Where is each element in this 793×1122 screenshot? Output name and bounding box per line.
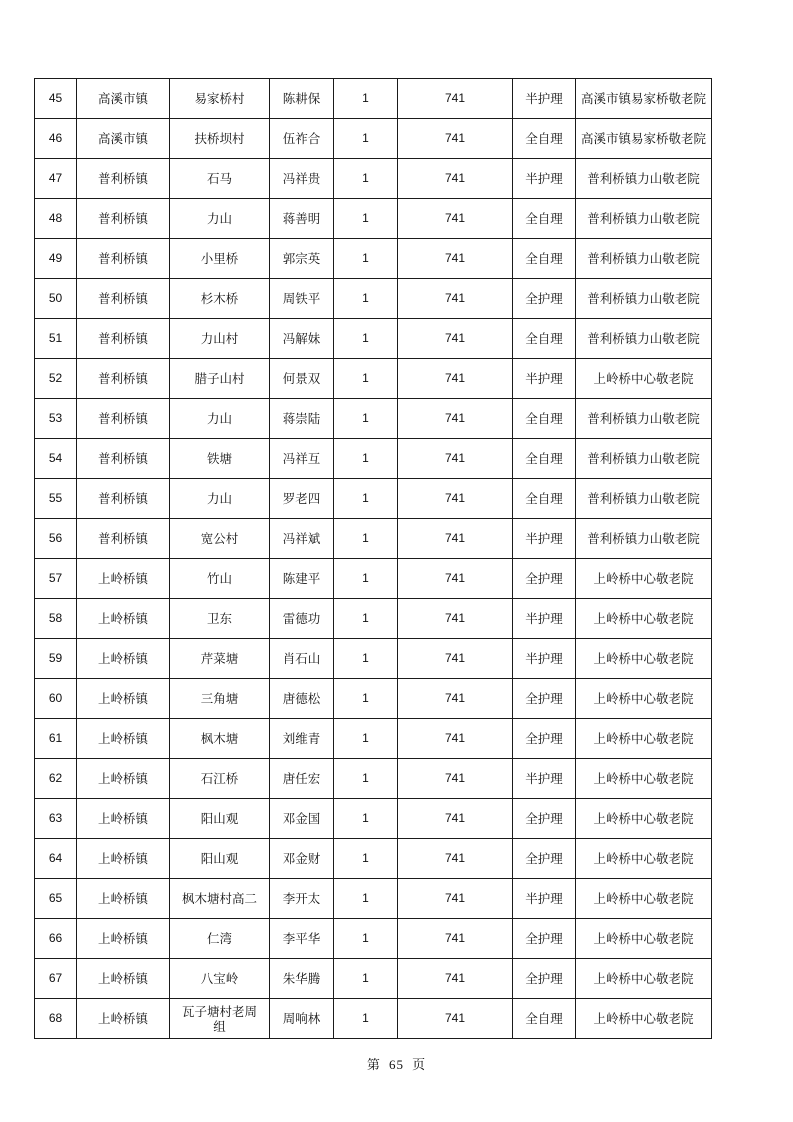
cell-count: 1 [334, 799, 398, 839]
cell-amount: 741 [398, 479, 513, 519]
records-table [34, 78, 712, 1039]
cell-amount: 741 [398, 319, 513, 359]
cell-amount: 741 [398, 919, 513, 959]
cell-count: 1 [334, 119, 398, 159]
cell-serial-number: 56 [35, 519, 77, 559]
cell-town: 上岭桥镇 [77, 959, 170, 999]
cell-person-name: 伍祚合 [270, 119, 334, 159]
cell-count: 1 [334, 239, 398, 279]
cell-serial-number: 63 [35, 799, 77, 839]
cell-town: 高溪市镇 [77, 79, 170, 119]
table-row [35, 799, 712, 839]
cell-town: 普利桥镇 [77, 519, 170, 559]
cell-count: 1 [334, 959, 398, 999]
cell-person-name: 冯解妹 [270, 319, 334, 359]
cell-nursing-home: 普利桥镇力山敬老院 [576, 399, 712, 439]
cell-amount: 741 [398, 719, 513, 759]
cell-nursing-home: 上岭桥中心敬老院 [576, 639, 712, 679]
cell-care-level: 半护理 [513, 159, 576, 199]
cell-amount: 741 [398, 879, 513, 919]
table-row [35, 319, 712, 359]
cell-village: 三角塘 [170, 679, 270, 719]
cell-count: 1 [334, 679, 398, 719]
cell-count: 1 [334, 639, 398, 679]
cell-count: 1 [334, 79, 398, 119]
cell-village: 腊子山村 [170, 359, 270, 399]
cell-nursing-home: 上岭桥中心敬老院 [576, 839, 712, 879]
cell-serial-number: 66 [35, 919, 77, 959]
cell-count: 1 [334, 759, 398, 799]
cell-town: 上岭桥镇 [77, 679, 170, 719]
table-row [35, 439, 712, 479]
cell-town: 高溪市镇 [77, 119, 170, 159]
cell-care-level: 全护理 [513, 799, 576, 839]
cell-village: 枫木塘村高二 [170, 879, 270, 919]
cell-count: 1 [334, 359, 398, 399]
cell-count: 1 [334, 999, 398, 1039]
cell-nursing-home: 高溪市镇易家桥敬老院 [576, 79, 712, 119]
cell-amount: 741 [398, 519, 513, 559]
cell-person-name: 蒋善明 [270, 199, 334, 239]
table-row [35, 199, 712, 239]
cell-person-name: 雷德功 [270, 599, 334, 639]
cell-village: 力山村 [170, 319, 270, 359]
cell-village: 铁塘 [170, 439, 270, 479]
cell-nursing-home: 上岭桥中心敬老院 [576, 679, 712, 719]
cell-person-name: 冯祥互 [270, 439, 334, 479]
cell-person-name: 肖石山 [270, 639, 334, 679]
cell-nursing-home: 上岭桥中心敬老院 [576, 999, 712, 1039]
cell-serial-number: 46 [35, 119, 77, 159]
cell-village: 枫木塘 [170, 719, 270, 759]
cell-village: 石江桥 [170, 759, 270, 799]
cell-count: 1 [334, 719, 398, 759]
cell-amount: 741 [398, 999, 513, 1039]
table-row [35, 399, 712, 439]
cell-village: 石马 [170, 159, 270, 199]
cell-village: 易家桥村 [170, 79, 270, 119]
cell-serial-number: 51 [35, 319, 77, 359]
cell-count: 1 [334, 559, 398, 599]
cell-amount: 741 [398, 559, 513, 599]
cell-person-name: 周响林 [270, 999, 334, 1039]
cell-person-name: 唐任宏 [270, 759, 334, 799]
cell-count: 1 [334, 319, 398, 359]
cell-serial-number: 58 [35, 599, 77, 639]
cell-count: 1 [334, 399, 398, 439]
cell-person-name: 周铁平 [270, 279, 334, 319]
cell-care-level: 全护理 [513, 919, 576, 959]
cell-care-level: 全护理 [513, 679, 576, 719]
cell-village: 芹菜塘 [170, 639, 270, 679]
cell-nursing-home: 普利桥镇力山敬老院 [576, 159, 712, 199]
cell-count: 1 [334, 519, 398, 559]
cell-village: 竹山 [170, 559, 270, 599]
cell-serial-number: 47 [35, 159, 77, 199]
cell-care-level: 全自理 [513, 119, 576, 159]
cell-town: 上岭桥镇 [77, 839, 170, 879]
cell-village: 力山 [170, 399, 270, 439]
cell-nursing-home: 上岭桥中心敬老院 [576, 599, 712, 639]
table-row [35, 79, 712, 119]
cell-village: 力山 [170, 479, 270, 519]
table-row [35, 999, 712, 1039]
cell-amount: 741 [398, 119, 513, 159]
cell-care-level: 全自理 [513, 239, 576, 279]
cell-village: 扶桥坝村 [170, 119, 270, 159]
cell-village: 阳山观 [170, 839, 270, 879]
cell-count: 1 [334, 879, 398, 919]
cell-village: 瓦子塘村老周组 [170, 999, 270, 1039]
cell-count: 1 [334, 479, 398, 519]
cell-count: 1 [334, 839, 398, 879]
cell-care-level: 半护理 [513, 599, 576, 639]
cell-care-level: 半护理 [513, 879, 576, 919]
cell-amount: 741 [398, 399, 513, 439]
cell-care-level: 全护理 [513, 959, 576, 999]
cell-person-name: 何景双 [270, 359, 334, 399]
cell-count: 1 [334, 279, 398, 319]
cell-amount: 741 [398, 239, 513, 279]
cell-person-name: 邓金财 [270, 839, 334, 879]
cell-care-level: 全自理 [513, 319, 576, 359]
cell-amount: 741 [398, 279, 513, 319]
cell-serial-number: 50 [35, 279, 77, 319]
cell-care-level: 全自理 [513, 999, 576, 1039]
cell-care-level: 半护理 [513, 519, 576, 559]
cell-person-name: 朱华腾 [270, 959, 334, 999]
cell-town: 上岭桥镇 [77, 999, 170, 1039]
cell-town: 上岭桥镇 [77, 759, 170, 799]
cell-care-level: 半护理 [513, 759, 576, 799]
cell-count: 1 [334, 199, 398, 239]
table-row [35, 959, 712, 999]
cell-town: 普利桥镇 [77, 479, 170, 519]
cell-town: 普利桥镇 [77, 399, 170, 439]
cell-town: 上岭桥镇 [77, 559, 170, 599]
cell-serial-number: 55 [35, 479, 77, 519]
table-row [35, 599, 712, 639]
cell-amount: 741 [398, 679, 513, 719]
cell-amount: 741 [398, 359, 513, 399]
cell-nursing-home: 上岭桥中心敬老院 [576, 359, 712, 399]
cell-town: 上岭桥镇 [77, 919, 170, 959]
cell-town: 上岭桥镇 [77, 599, 170, 639]
cell-care-level: 全护理 [513, 839, 576, 879]
cell-nursing-home: 上岭桥中心敬老院 [576, 799, 712, 839]
cell-care-level: 全自理 [513, 439, 576, 479]
cell-person-name: 陈建平 [270, 559, 334, 599]
cell-nursing-home: 普利桥镇力山敬老院 [576, 239, 712, 279]
table-body [35, 79, 712, 1039]
table-row [35, 559, 712, 599]
cell-care-level: 全护理 [513, 559, 576, 599]
cell-nursing-home: 上岭桥中心敬老院 [576, 879, 712, 919]
table-row [35, 879, 712, 919]
cell-town: 普利桥镇 [77, 319, 170, 359]
cell-person-name: 陈耕保 [270, 79, 334, 119]
page-footer-prefix: 第 [366, 1058, 381, 1073]
cell-village: 卫东 [170, 599, 270, 639]
table-row [35, 119, 712, 159]
cell-village: 宽公村 [170, 519, 270, 559]
cell-village: 力山 [170, 199, 270, 239]
cell-nursing-home: 普利桥镇力山敬老院 [576, 199, 712, 239]
cell-town: 普利桥镇 [77, 159, 170, 199]
cell-nursing-home: 上岭桥中心敬老院 [576, 919, 712, 959]
cell-serial-number: 61 [35, 719, 77, 759]
cell-count: 1 [334, 159, 398, 199]
cell-village: 仁湾 [170, 919, 270, 959]
table-row [35, 919, 712, 959]
cell-nursing-home: 普利桥镇力山敬老院 [576, 439, 712, 479]
cell-village: 杉木桥 [170, 279, 270, 319]
cell-person-name: 刘维青 [270, 719, 334, 759]
cell-care-level: 全护理 [513, 719, 576, 759]
cell-serial-number: 45 [35, 79, 77, 119]
cell-nursing-home: 高溪市镇易家桥敬老院 [576, 119, 712, 159]
cell-amount: 741 [398, 79, 513, 119]
cell-amount: 741 [398, 439, 513, 479]
cell-count: 1 [334, 439, 398, 479]
cell-amount: 741 [398, 599, 513, 639]
cell-serial-number: 62 [35, 759, 77, 799]
cell-serial-number: 48 [35, 199, 77, 239]
cell-person-name: 罗老四 [270, 479, 334, 519]
cell-amount: 741 [398, 159, 513, 199]
cell-town: 普利桥镇 [77, 279, 170, 319]
cell-person-name: 邓金国 [270, 799, 334, 839]
cell-care-level: 全自理 [513, 479, 576, 519]
cell-person-name: 蒋崇陆 [270, 399, 334, 439]
cell-nursing-home: 上岭桥中心敬老院 [576, 559, 712, 599]
cell-town: 普利桥镇 [77, 199, 170, 239]
cell-person-name: 李平华 [270, 919, 334, 959]
cell-serial-number: 68 [35, 999, 77, 1039]
cell-serial-number: 52 [35, 359, 77, 399]
cell-care-level: 全自理 [513, 399, 576, 439]
table-row [35, 839, 712, 879]
cell-town: 上岭桥镇 [77, 639, 170, 679]
cell-serial-number: 67 [35, 959, 77, 999]
cell-person-name: 李开太 [270, 879, 334, 919]
cell-serial-number: 54 [35, 439, 77, 479]
page-number: 65 [389, 1057, 404, 1072]
cell-amount: 741 [398, 959, 513, 999]
cell-amount: 741 [398, 839, 513, 879]
cell-serial-number: 59 [35, 639, 77, 679]
cell-serial-number: 57 [35, 559, 77, 599]
cell-town: 上岭桥镇 [77, 799, 170, 839]
cell-village: 小里桥 [170, 239, 270, 279]
table-row [35, 479, 712, 519]
cell-person-name: 冯祥斌 [270, 519, 334, 559]
cell-town: 普利桥镇 [77, 359, 170, 399]
cell-village: 八宝岭 [170, 959, 270, 999]
table-row [35, 639, 712, 679]
cell-serial-number: 65 [35, 879, 77, 919]
table-row [35, 359, 712, 399]
cell-amount: 741 [398, 199, 513, 239]
cell-care-level: 半护理 [513, 359, 576, 399]
cell-care-level: 全自理 [513, 199, 576, 239]
cell-count: 1 [334, 919, 398, 959]
page-footer-suffix: 页 [412, 1058, 427, 1073]
cell-nursing-home: 普利桥镇力山敬老院 [576, 519, 712, 559]
cell-town: 上岭桥镇 [77, 879, 170, 919]
cell-village: 阳山观 [170, 799, 270, 839]
cell-nursing-home: 上岭桥中心敬老院 [576, 719, 712, 759]
cell-town: 普利桥镇 [77, 439, 170, 479]
table-row [35, 759, 712, 799]
cell-nursing-home: 普利桥镇力山敬老院 [576, 279, 712, 319]
cell-person-name: 郭宗英 [270, 239, 334, 279]
cell-count: 1 [334, 599, 398, 639]
cell-care-level: 半护理 [513, 639, 576, 679]
cell-care-level: 半护理 [513, 79, 576, 119]
cell-care-level: 全护理 [513, 279, 576, 319]
cell-serial-number: 60 [35, 679, 77, 719]
table-row [35, 679, 712, 719]
cell-person-name: 唐德松 [270, 679, 334, 719]
table-row [35, 719, 712, 759]
cell-person-name: 冯祥贵 [270, 159, 334, 199]
cell-nursing-home: 上岭桥中心敬老院 [576, 759, 712, 799]
table-row [35, 519, 712, 559]
table-row [35, 159, 712, 199]
cell-amount: 741 [398, 759, 513, 799]
table-row [35, 239, 712, 279]
cell-serial-number: 49 [35, 239, 77, 279]
cell-amount: 741 [398, 639, 513, 679]
cell-town: 普利桥镇 [77, 239, 170, 279]
page-footer [0, 1054, 793, 1073]
table-row [35, 279, 712, 319]
cell-amount: 741 [398, 799, 513, 839]
cell-nursing-home: 上岭桥中心敬老院 [576, 959, 712, 999]
cell-town: 上岭桥镇 [77, 719, 170, 759]
cell-nursing-home: 普利桥镇力山敬老院 [576, 479, 712, 519]
cell-nursing-home: 普利桥镇力山敬老院 [576, 319, 712, 359]
cell-serial-number: 64 [35, 839, 77, 879]
cell-serial-number: 53 [35, 399, 77, 439]
